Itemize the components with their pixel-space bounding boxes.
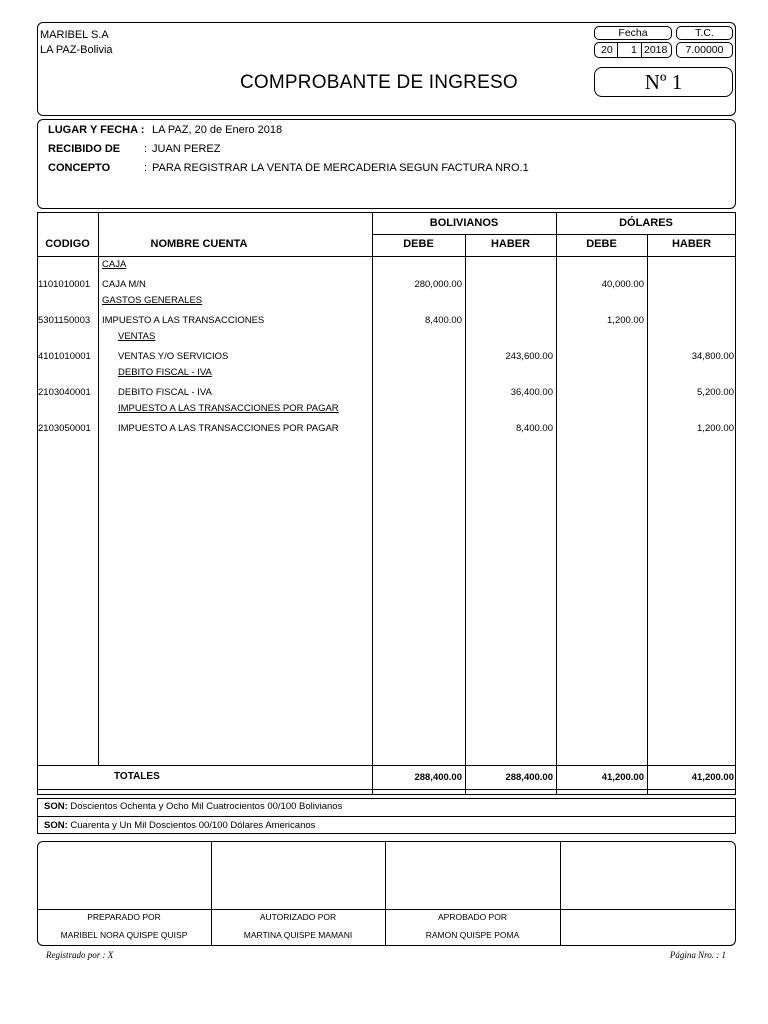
son-bolivianos — [44, 801, 342, 812]
account-group-name: DEBITO FISCAL - IVA — [118, 367, 212, 378]
son-dolares — [44, 820, 315, 831]
header-dolares: DÓLARES — [619, 217, 673, 229]
account-name: CAJA M/N — [102, 279, 146, 290]
fecha-year: 2018 — [644, 44, 668, 56]
total-bs-haber: 288,400.00 — [505, 772, 553, 783]
concepto-value: PARA REGISTRAR LA VENTA DE MERCADERIA SEGUN FACTURA NRO.1 — [152, 162, 529, 174]
account-name: DEBITO FISCAL - IVA — [118, 387, 212, 398]
son-label: SON: — [44, 801, 68, 812]
account-code: 2103050001 — [38, 423, 91, 434]
page-number: Página Nro. : 1 — [669, 950, 726, 960]
son-divider — [37, 816, 736, 817]
document-number: Nº 1 — [594, 67, 733, 97]
account-group-name: VENTAS — [118, 331, 156, 342]
lugar-label: LUGAR Y FECHA : — [48, 124, 145, 136]
son-bolivianos-text: Doscientos Ochenta y Ocho Mil Cuatrocientos 00/100 Bolivianos — [70, 801, 343, 812]
concepto-label: CONCEPTO — [48, 162, 111, 174]
table-divider — [372, 234, 736, 235]
signature-preparado-name: MARIBEL NORA QUISPE QUISP — [60, 930, 188, 940]
fecha-divider — [617, 43, 618, 57]
fecha-day: 20 — [601, 44, 613, 56]
fecha-divider — [641, 43, 642, 57]
amount-bs-debe: 280,000.00 — [414, 279, 462, 290]
total-bs-debe: 288,400.00 — [414, 772, 462, 783]
header-bs-debe: DEBE — [403, 238, 434, 250]
son-dolares-text: Cuarenta y Un Mil Doscientos 00/100 Dólares Americanos — [70, 820, 316, 831]
son-label: SON: — [44, 820, 68, 831]
document-title: COMPROBANTE DE INGRESO — [240, 72, 518, 93]
signature-preparado-role: PREPARADO POR — [87, 912, 161, 922]
account-group-name: IMPUESTO A LAS TRANSACCIONES POR PAGAR — [118, 403, 339, 414]
account-group-name: CAJA — [102, 259, 127, 270]
table-divider — [465, 234, 466, 795]
signature-autorizado-name: MARTINA QUISPE MAMANI — [243, 930, 353, 940]
table-divider — [37, 256, 736, 257]
account-code: 5301150003 — [38, 315, 91, 326]
tc-value: 7.00000 — [676, 42, 733, 58]
table-divider — [647, 234, 648, 795]
amount-bs-debe: 8,400.00 — [425, 315, 462, 326]
amount-usd-haber: 1,200.00 — [697, 423, 734, 434]
table-divider — [37, 765, 736, 766]
signature-divider — [37, 909, 736, 910]
account-code: 2103040001 — [38, 387, 91, 398]
signature-autorizado-role: AUTORIZADO POR — [259, 912, 337, 922]
concepto-colon: : — [144, 162, 148, 174]
table-divider — [372, 212, 373, 795]
account-code: 4101010001 — [38, 351, 91, 362]
signature-divider — [560, 841, 561, 946]
header-usd-debe: DEBE — [586, 238, 617, 250]
company-block — [40, 28, 113, 58]
recibido-colon: : — [144, 143, 148, 155]
account-name: VENTAS Y/O SERVICIOS — [118, 351, 229, 362]
header-usd-haber: HABER — [671, 238, 712, 250]
lugar-value: LA PAZ, 20 de Enero 2018 — [152, 124, 283, 136]
account-name: IMPUESTO A LAS TRANSACCIONES — [102, 315, 265, 326]
amount-usd-haber: 34,800.00 — [691, 351, 734, 362]
amount-usd-haber: 5,200.00 — [697, 387, 734, 398]
company-location: LA PAZ-Bolivia — [40, 44, 113, 56]
amount-bs-haber: 36,400.00 — [510, 387, 553, 398]
amount-bs-haber: 8,400.00 — [516, 423, 553, 434]
totals-label: TOTALES — [114, 771, 160, 782]
total-usd-haber: 41,200.00 — [691, 772, 734, 783]
header-bs-haber: HABER — [490, 238, 531, 250]
signature-aprobado-name: RAMON QUISPE POMA — [425, 930, 520, 940]
fecha-month: 1 — [631, 44, 637, 56]
amount-usd-debe: 40,000.00 — [601, 279, 644, 290]
total-usd-debe: 41,200.00 — [601, 772, 644, 783]
amount-bs-haber: 243,600.00 — [505, 351, 553, 362]
registrado-por: Registrado por : X — [46, 950, 114, 960]
table-divider — [98, 212, 99, 765]
fecha-value — [594, 42, 672, 58]
recibido-label: RECIBIDO DE — [48, 143, 121, 155]
account-group-name: GASTOS GENERALES — [102, 295, 203, 306]
signature-aprobado-role: APROBADO POR — [438, 912, 507, 922]
account-code: 1101010001 — [38, 279, 91, 290]
amount-usd-debe: 1,200.00 — [607, 315, 644, 326]
table-divider — [37, 789, 736, 790]
header-codigo: CODIGO — [45, 238, 90, 250]
company-name: MARIBEL S.A — [40, 29, 109, 41]
header-nombre-cuenta: NOMBRE CUENTA — [150, 238, 248, 250]
recibido-value: JUAN PEREZ — [152, 143, 221, 155]
fecha-label: Fecha — [594, 26, 672, 40]
table-divider — [556, 212, 557, 795]
tc-label: T.C. — [676, 26, 733, 40]
account-name: IMPUESTO A LAS TRANSACCIONES POR PAGAR — [118, 423, 339, 434]
header-bolivianos: BOLIVIANOS — [429, 217, 499, 229]
